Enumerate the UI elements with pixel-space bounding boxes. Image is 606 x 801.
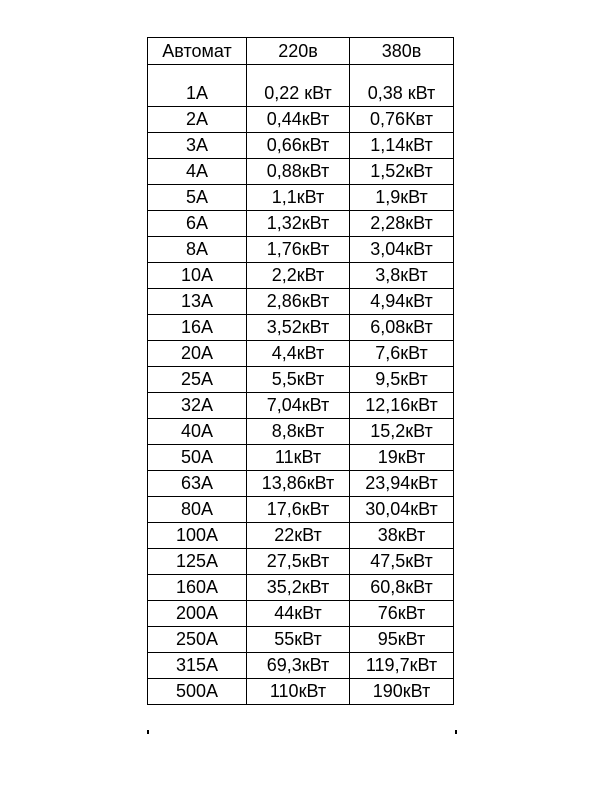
header-row: [148, 38, 454, 65]
table-row: [148, 497, 454, 523]
power-220v-cell: 17,6кВт: [247, 497, 350, 523]
breaker-rating-cell: 3А: [148, 133, 247, 159]
power-220v-cell: 0,44кВт: [247, 107, 350, 133]
power-380v-cell: 4,94кВт: [350, 289, 454, 315]
breaker-rating-cell: 32А: [148, 393, 247, 419]
power-220v-cell: 27,5кВт: [247, 549, 350, 575]
table-row: [148, 471, 454, 497]
table-row: [148, 367, 454, 393]
power-220v-cell: 55кВт: [247, 627, 350, 653]
breaker-rating-cell: 1А: [148, 81, 247, 107]
table-row: [148, 601, 454, 627]
breaker-rating-cell: 63А: [148, 471, 247, 497]
table-row: [148, 679, 454, 705]
power-220v-cell: 0,66кВт: [247, 133, 350, 159]
header-220v: 220в: [247, 38, 350, 65]
power-220v-cell: 1,32кВт: [247, 211, 350, 237]
table-row: [148, 289, 454, 315]
power-380v-cell: 23,94кВт: [350, 471, 454, 497]
breaker-rating-cell: 20А: [148, 341, 247, 367]
power-220v-cell: 44кВт: [247, 601, 350, 627]
power-380v-cell: 1,9кВт: [350, 185, 454, 211]
power-380v-cell: 119,7кВт: [350, 653, 454, 679]
header-380v: 380в: [350, 38, 454, 65]
table-row: [148, 445, 454, 471]
power-220v-cell: 0,88кВт: [247, 159, 350, 185]
power-380v-cell: 60,8кВт: [350, 575, 454, 601]
power-380v-cell: 7,6кВт: [350, 341, 454, 367]
spacer-cell: [350, 65, 454, 82]
power-220v-cell: 13,86кВт: [247, 471, 350, 497]
spacer-cell: [148, 65, 247, 82]
breaker-rating-cell: 13А: [148, 289, 247, 315]
power-220v-cell: 22кВт: [247, 523, 350, 549]
table-row: [148, 185, 454, 211]
breaker-rating-cell: 50А: [148, 445, 247, 471]
breaker-rating-cell: 5А: [148, 185, 247, 211]
spacer-row: [148, 65, 454, 82]
breaker-rating-cell: 160А: [148, 575, 247, 601]
power-380v-cell: 95кВт: [350, 627, 454, 653]
power-220v-cell: 0,22 кВт: [247, 81, 350, 107]
power-380v-cell: 3,04кВт: [350, 237, 454, 263]
table-row: [148, 393, 454, 419]
breaker-rating-cell: 4А: [148, 159, 247, 185]
power-380v-cell: 15,2кВт: [350, 419, 454, 445]
power-380v-cell: 0,76Квт: [350, 107, 454, 133]
power-220v-cell: 110кВт: [247, 679, 350, 705]
breaker-rating-cell: 40А: [148, 419, 247, 445]
power-220v-cell: 1,1кВт: [247, 185, 350, 211]
power-220v-cell: 69,3кВт: [247, 653, 350, 679]
power-380v-cell: 190кВт: [350, 679, 454, 705]
power-380v-cell: 0,38 кВт: [350, 81, 454, 107]
power-220v-cell: 11кВт: [247, 445, 350, 471]
breaker-rating-cell: 6А: [148, 211, 247, 237]
power-380v-cell: 6,08кВт: [350, 315, 454, 341]
breaker-rating-cell: 16А: [148, 315, 247, 341]
breaker-rating-cell: 200А: [148, 601, 247, 627]
table-edge-mark: [455, 730, 457, 734]
power-380v-cell: 3,8кВт: [350, 263, 454, 289]
table-row: [148, 81, 454, 107]
table-row: [148, 159, 454, 185]
power-380v-cell: 76кВт: [350, 601, 454, 627]
breaker-rating-cell: 315А: [148, 653, 247, 679]
table-row: [148, 653, 454, 679]
power-380v-cell: 47,5кВт: [350, 549, 454, 575]
power-380v-cell: 2,28кВт: [350, 211, 454, 237]
power-380v-cell: 9,5кВт: [350, 367, 454, 393]
power-220v-cell: 5,5кВт: [247, 367, 350, 393]
table-row: [148, 419, 454, 445]
table-header: [148, 38, 454, 82]
breaker-power-table: [147, 37, 454, 705]
breaker-rating-cell: 250А: [148, 627, 247, 653]
breaker-rating-cell: 100А: [148, 523, 247, 549]
power-220v-cell: 8,8кВт: [247, 419, 350, 445]
header-breaker: Автомат: [148, 38, 247, 65]
table-row: [148, 315, 454, 341]
table-row: [148, 627, 454, 653]
power-220v-cell: 35,2кВт: [247, 575, 350, 601]
breaker-rating-cell: 125А: [148, 549, 247, 575]
power-220v-cell: 2,86кВт: [247, 289, 350, 315]
power-380v-cell: 30,04кВт: [350, 497, 454, 523]
power-220v-cell: 3,52кВт: [247, 315, 350, 341]
table-row: [148, 237, 454, 263]
table-row: [148, 523, 454, 549]
table-row: [148, 549, 454, 575]
breaker-rating-cell: 25А: [148, 367, 247, 393]
power-380v-cell: 1,14кВт: [350, 133, 454, 159]
power-220v-cell: 4,4кВт: [247, 341, 350, 367]
power-220v-cell: 2,2кВт: [247, 263, 350, 289]
table-row: [148, 263, 454, 289]
breaker-rating-cell: 10А: [148, 263, 247, 289]
table-row: [148, 211, 454, 237]
power-380v-cell: 1,52кВт: [350, 159, 454, 185]
table-row: [148, 107, 454, 133]
power-380v-cell: 19кВт: [350, 445, 454, 471]
breaker-rating-cell: 8А: [148, 237, 247, 263]
breaker-rating-cell: 2А: [148, 107, 247, 133]
power-220v-cell: 7,04кВт: [247, 393, 350, 419]
breaker-rating-cell: 80А: [148, 497, 247, 523]
spacer-cell: [247, 65, 350, 82]
table-edge-mark: [147, 730, 149, 734]
power-380v-cell: 12,16кВт: [350, 393, 454, 419]
power-220v-cell: 1,76кВт: [247, 237, 350, 263]
table-body: [148, 81, 454, 705]
power-380v-cell: 38кВт: [350, 523, 454, 549]
table-row: [148, 133, 454, 159]
table-row: [148, 575, 454, 601]
breaker-rating-cell: 500А: [148, 679, 247, 705]
table-row: [148, 341, 454, 367]
